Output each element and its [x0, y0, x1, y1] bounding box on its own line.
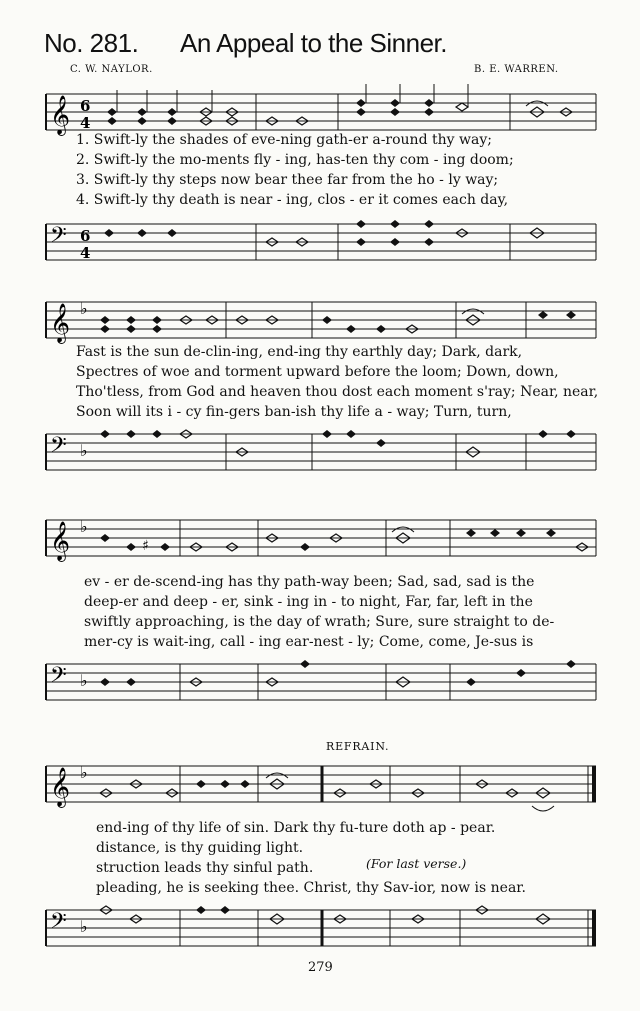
hymn-header	[0, 0, 640, 80]
page-number: 279	[308, 960, 333, 975]
last-verse-note: (For last verse.)	[366, 856, 467, 871]
treble-staff-3	[0, 510, 640, 570]
svg-text:♭: ♭	[80, 517, 88, 536]
verse-line: mer-cy is wait-ing, call - ing ear-nest - ly; Come, come, Je-sus is	[84, 634, 534, 650]
verse-line: Fast is the sun de-clin-ing, end-ing thy earthly day; Dark, dark,	[76, 344, 523, 360]
hymn-number: No. 281.	[44, 28, 139, 58]
svg-text:6: 6	[80, 97, 91, 115]
verse-line: Spectres of woe and torment upward before the loom; Down, down,	[76, 364, 559, 380]
svg-text:𝄢: 𝄢	[50, 223, 67, 253]
verse-line: ev - er de-scend-ing has thy path-way been; Sad, sad, sad is the	[84, 574, 535, 590]
hymn-title: An Appeal to the Sinner.	[180, 28, 447, 58]
verse-line: 4. Swift-ly thy death is near - ing, clos - er it comes each day,	[76, 192, 509, 208]
svg-text:𝄢: 𝄢	[50, 433, 67, 463]
bass-staff-3	[0, 654, 640, 714]
svg-text:𝄢: 𝄢	[50, 663, 67, 693]
verse-line: deep-er and deep - er, sink - ing in - to night, Far, far, left in the	[84, 594, 533, 610]
bass-staff-4	[0, 900, 640, 960]
svg-text:♭: ♭	[80, 671, 88, 690]
svg-text:𝄢: 𝄢	[50, 909, 67, 939]
refrain-label: REFRAIN.	[326, 740, 390, 753]
verse-line: distance, is thy guiding light.	[96, 840, 304, 856]
svg-text:♯: ♯	[142, 538, 149, 554]
verse-line: 2. Swift-ly the mo-ments fly - ing, has-ten thy com - ing doom;	[76, 152, 514, 168]
svg-text:𝄞: 𝄞	[50, 521, 71, 561]
verse-line: swiftly approaching, is the day of wrath; Sure, sure straight to de-	[84, 614, 555, 630]
svg-text:𝄞: 𝄞	[50, 303, 71, 343]
svg-text:♭: ♭	[80, 917, 88, 936]
verse-line: end-ing of thy life of sin. Dark thy fu-ture doth ap - pear.	[96, 820, 496, 836]
svg-text:4: 4	[80, 114, 91, 132]
treble-staff-4	[0, 756, 640, 816]
composer-credit: B. E. WARREN.	[474, 64, 559, 75]
svg-text:𝄞: 𝄞	[50, 767, 71, 807]
verse-line: pleading, he is seeking thee. Christ, thy Sav-ior, now is near.	[96, 880, 526, 896]
verse-line: struction leads thy sinful path.	[96, 860, 314, 876]
bass-staff-1	[0, 214, 640, 274]
svg-text:6: 6	[80, 227, 91, 245]
verse-line: Tho'tless, from God and heaven thou dost each moment s'ray; Near, near,	[76, 384, 599, 400]
svg-text:𝄞: 𝄞	[50, 95, 71, 135]
svg-text:♭: ♭	[80, 441, 88, 460]
svg-text:4: 4	[80, 244, 91, 262]
bass-staff-2	[0, 424, 640, 484]
author-credit: C. W. NAYLOR.	[70, 64, 153, 75]
verse-line: Soon will its i - cy fin-gers ban-ish thy life a - way; Turn, turn,	[76, 404, 512, 420]
svg-text:♭: ♭	[80, 299, 88, 318]
verse-line: 1. Swift-ly the shades of eve-ning gath-er a-round thy way;	[76, 132, 492, 148]
svg-text:♭: ♭	[80, 763, 88, 782]
verse-line: 3. Swift-ly thy steps now bear thee far from the ho - ly way;	[76, 172, 499, 188]
